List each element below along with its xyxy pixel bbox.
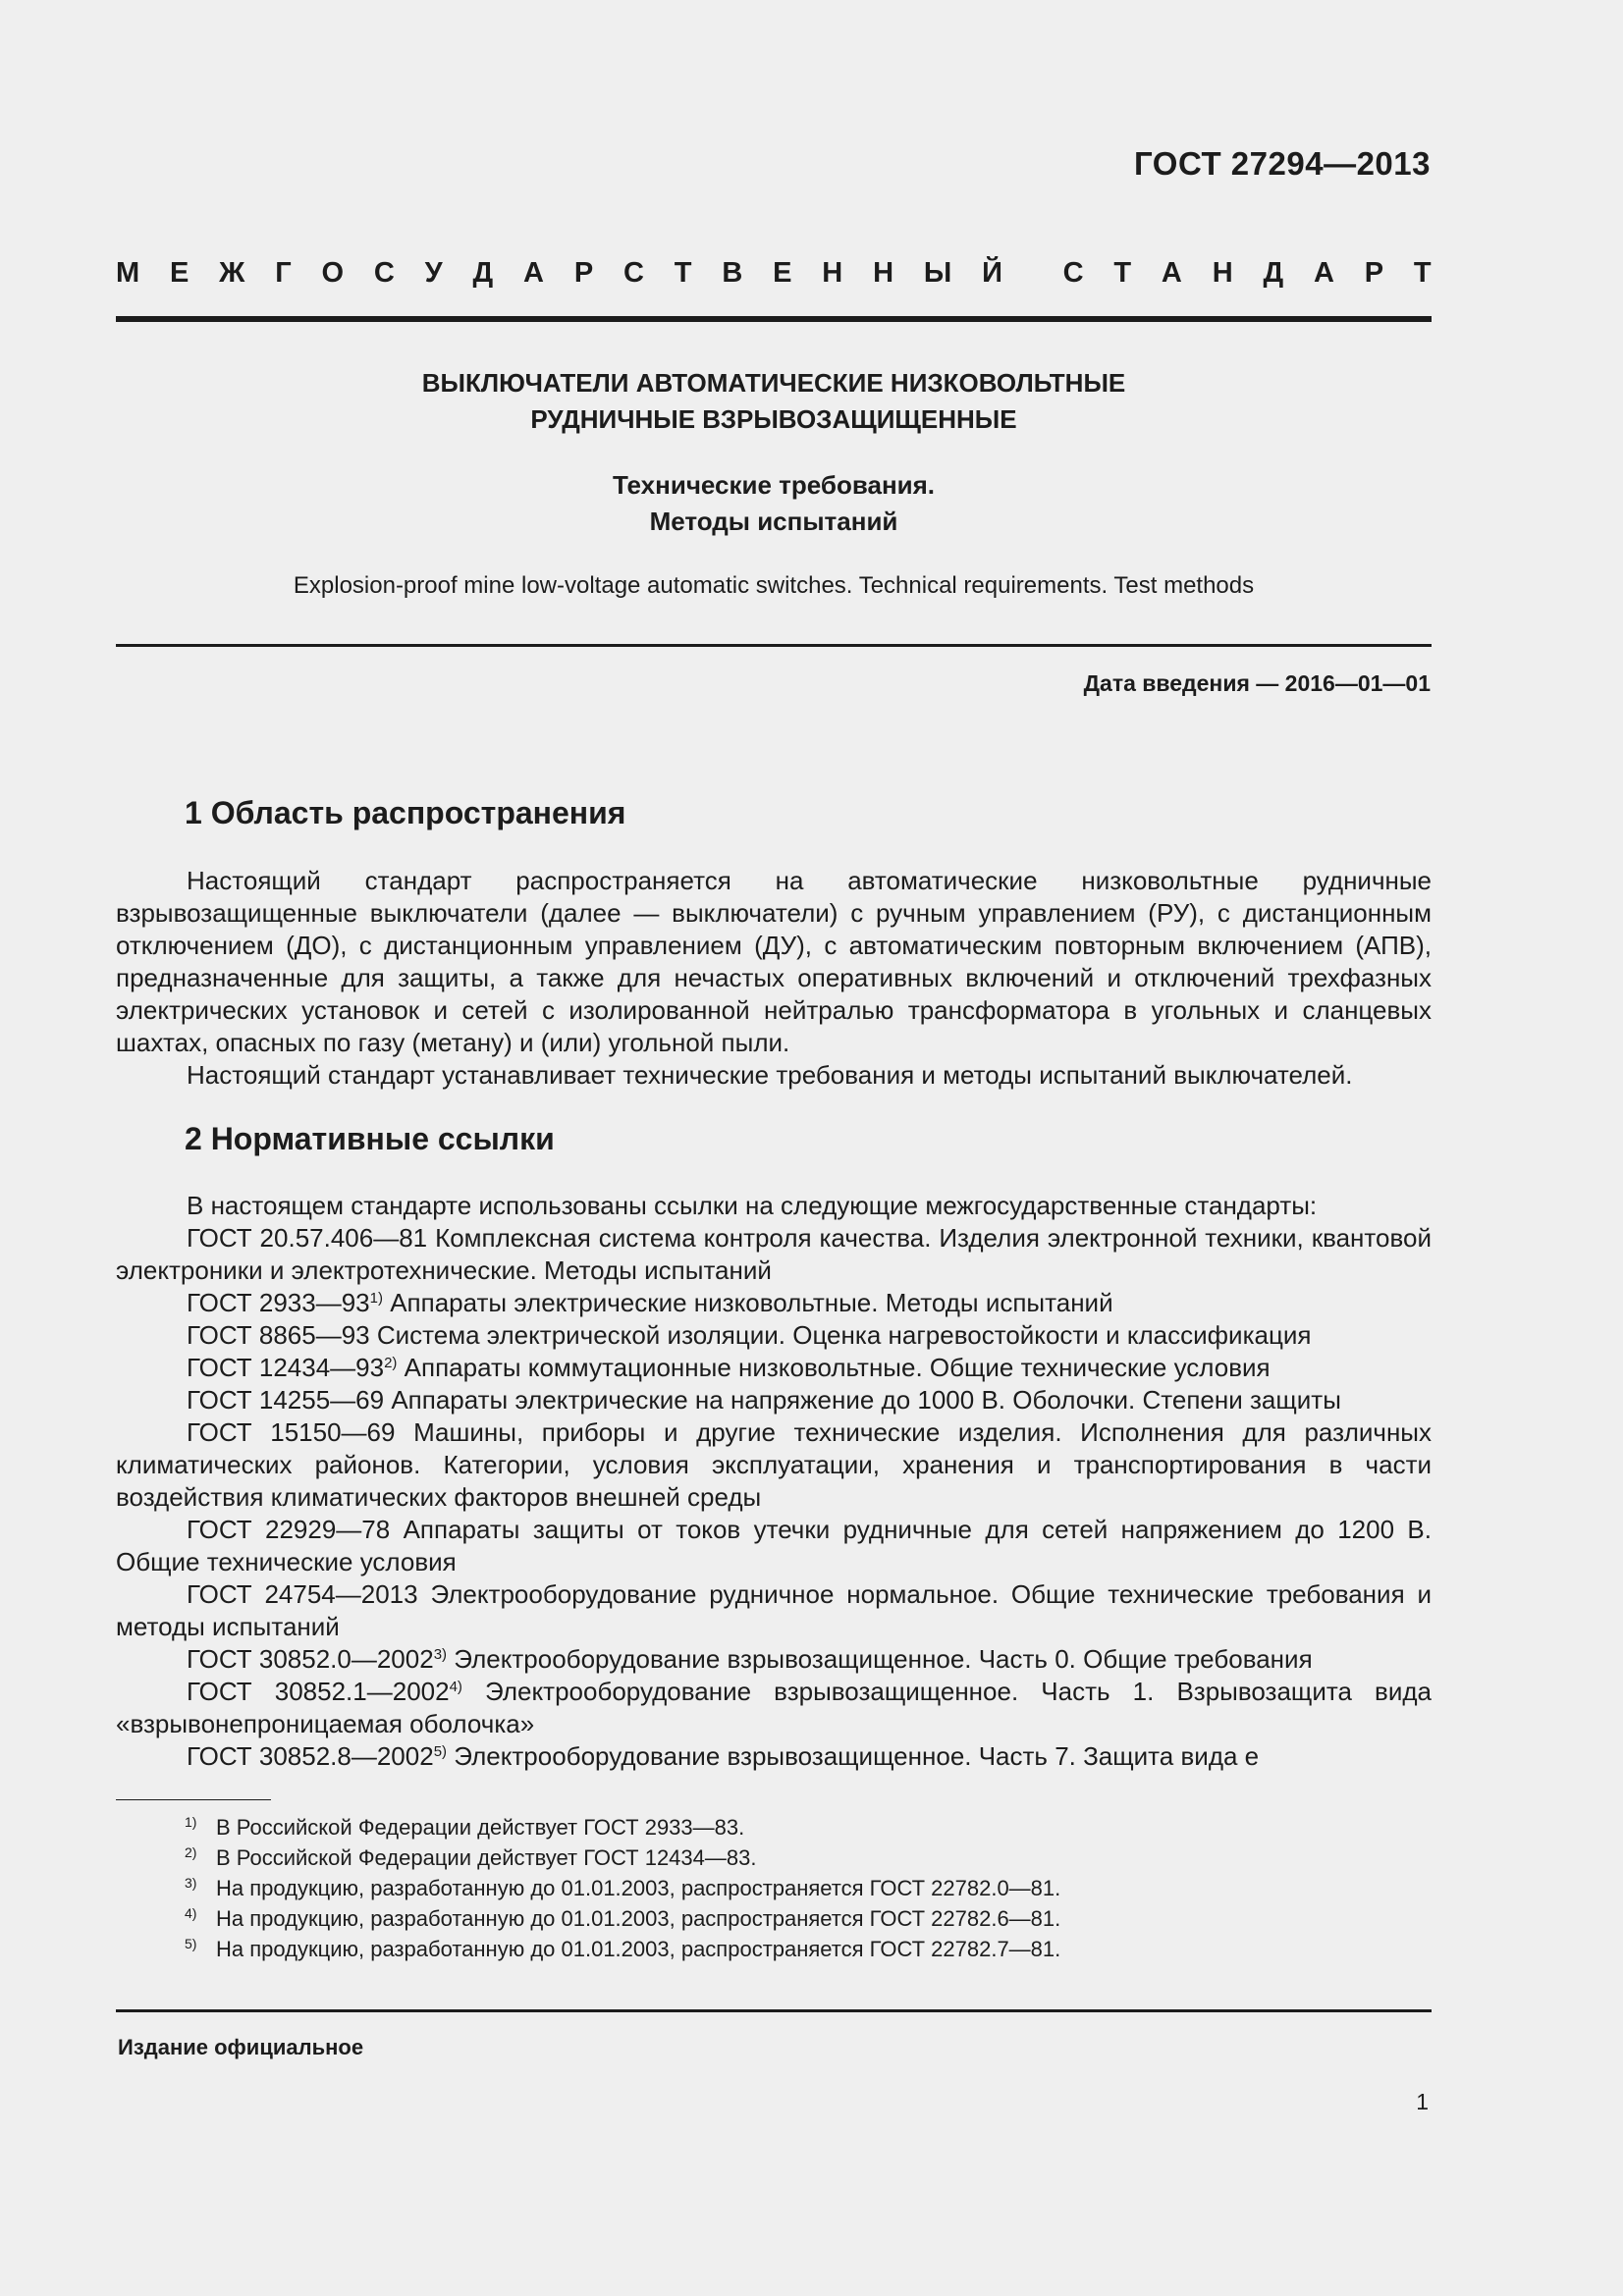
footnote-text: В Российской Федерации действует ГОСТ 12434—83. xyxy=(216,1845,757,1870)
reference-item xyxy=(116,1319,1432,1352)
standard-type-heading xyxy=(116,257,1432,290)
subtitle-line-2: Методы испытаний xyxy=(649,507,898,536)
footer-divider xyxy=(116,2009,1432,2012)
standard-type-letter: А xyxy=(1161,257,1182,289)
intro-date: Дата введения — 2016—01—01 xyxy=(1083,670,1431,696)
reference-title: Комплексная система контроля качества. Изделия электронной техники, квантовой электроники и электротехнические. Методы испытаний xyxy=(116,1223,1432,1285)
footnote-marker: 1) xyxy=(369,1290,383,1307)
standard-type-letter: Т xyxy=(1113,257,1132,289)
document-title xyxy=(116,365,1432,438)
standard-type-letter: Т xyxy=(674,257,692,289)
reference-item xyxy=(116,1643,1432,1676)
footnote-mark: 4) xyxy=(185,1905,197,1921)
standard-type-letter: Д xyxy=(472,257,494,289)
footnote-marker: 4) xyxy=(449,1679,462,1695)
standard-type-letter: Ы xyxy=(923,257,952,289)
reference-item xyxy=(116,1287,1432,1319)
standard-type-letter: Ж xyxy=(219,257,245,289)
footnote xyxy=(185,1812,1060,1842)
standard-type-letter: А xyxy=(523,257,544,289)
footnote xyxy=(185,1934,1060,1964)
standard-type-letter: А xyxy=(1313,257,1334,289)
standard-type-letter: О xyxy=(321,257,345,289)
footnote-marker: 2) xyxy=(384,1355,398,1371)
standard-type-letter: Н xyxy=(1212,257,1233,289)
reference-title: Электрооборудование взрывозащищенное. Часть 1. Взрывозащита вида «взрывонепроницаемая оболочка» xyxy=(116,1677,1432,1738)
footnote-mark: 5) xyxy=(185,1936,197,1951)
reference-code: ГОСТ 14255—69 xyxy=(187,1385,385,1415)
footnote-text: На продукцию, разработанную до 01.01.2003, распространяется ГОСТ 22782.6—81. xyxy=(216,1906,1061,1931)
title-line-2: РУДНИЧНЫЕ ВЗРЫВОЗАЩИЩЕННЫЕ xyxy=(530,404,1017,434)
subtitle-line-1: Технические требования. xyxy=(612,470,936,500)
section-1-body xyxy=(116,865,1432,1092)
reference-item xyxy=(116,1676,1432,1740)
footnote-divider xyxy=(116,1799,271,1800)
reference-title: Система электрической изоляции. Оценка нагревостойкости и классификация xyxy=(376,1320,1312,1350)
document-subtitle xyxy=(116,467,1432,540)
reference-title: Машины, приборы и другие технические изделия. Исполнения для различных климатических районов. Категории, условия эксплуатации, хранения и транспортирования в части воздействия климатических факторов внешней среды xyxy=(116,1417,1432,1512)
reference-item xyxy=(116,1578,1432,1643)
edition-label: Издание официальное xyxy=(118,2035,364,2059)
reference-item xyxy=(116,1514,1432,1578)
standard-type-letter: Е xyxy=(773,257,792,289)
reference-code: ГОСТ 30852.8—2002 xyxy=(187,1741,434,1771)
standard-type-letter: Н xyxy=(822,257,843,289)
section-1-paragraph-2: Настоящий стандарт устанавливает технические требования и методы испытаний выключателей. xyxy=(187,1060,1353,1090)
standard-type-letter: Р xyxy=(1364,257,1384,289)
standard-type-letter: У xyxy=(424,257,443,289)
reference-title: Электрооборудование взрывозащищенное. Часть 0. Общие требования xyxy=(454,1644,1313,1674)
reference-code: ГОСТ 8865—93 xyxy=(187,1320,370,1350)
section-1-paragraph-1: Настоящий стандарт распространяется на автоматические низковольтные рудничные взрывозащищенные выключатели (далее — выключатели) с ручным управлением (РУ), с дистанционным отключением (ДО), с дистанционным управлением (ДУ), с автоматическим повторным включением (АПВ), предназначенные для защиты, а также для нечастых оперативных включений и отключений трехфазных электрических установок и сетей с изолированной нейтралью трансформатора в угольных и сланцевых шахтах, опасных по газу (метану) и (или) угольной пыли. xyxy=(116,866,1432,1057)
reference-title: Аппараты коммутационные низковольтные. Общие технические условия xyxy=(404,1353,1271,1382)
section-2-body xyxy=(116,1190,1432,1773)
reference-code: ГОСТ 12434—93 xyxy=(187,1353,385,1382)
section-2-heading: 2 Нормативные ссылки xyxy=(185,1121,555,1156)
reference-code: ГОСТ 2933—93 xyxy=(187,1288,370,1317)
footnote xyxy=(185,1873,1060,1903)
section-2-intro: В настоящем стандарте использованы ссылки на следующие межгосударственные стандарты: xyxy=(187,1191,1318,1220)
standard-type-letter: Р xyxy=(573,257,594,289)
reference-item xyxy=(116,1416,1432,1514)
footnote-mark: 3) xyxy=(185,1875,197,1891)
standard-type-letter: М xyxy=(116,257,140,289)
reference-title: Аппараты электрические на напряжение до 1000 В. Оболочки. Степени защиты xyxy=(391,1385,1341,1415)
reference-code: ГОСТ 30852.0—2002 xyxy=(187,1644,434,1674)
standard-type-letter: Е xyxy=(170,257,189,289)
footnote-text: На продукцию, разработанную до 01.01.2003, распространяется ГОСТ 22782.0—81. xyxy=(216,1876,1061,1900)
footnote-mark: 2) xyxy=(185,1844,197,1860)
standard-type-letter: В xyxy=(722,257,743,289)
standard-type-letter: Д xyxy=(1263,257,1284,289)
standard-type-letter: Г xyxy=(275,257,292,289)
reference-item xyxy=(116,1740,1432,1773)
footnote xyxy=(185,1903,1060,1934)
english-title: Explosion-proof mine low-voltage automatic switches. Technical requirements. Test methods xyxy=(293,572,1255,599)
reference-title: Аппараты защиты от токов утечки рудничные для сетей напряжением до 1200 В. Общие технические условия xyxy=(116,1515,1432,1576)
reference-item xyxy=(116,1352,1432,1384)
standard-type-letter: С xyxy=(623,257,644,289)
standard-type-letter: Н xyxy=(873,257,894,289)
reference-code: ГОСТ 15150—69 xyxy=(187,1417,396,1447)
reference-code: ГОСТ 24754—2013 xyxy=(187,1579,418,1609)
footnote-marker: 3) xyxy=(433,1646,448,1663)
title-divider xyxy=(116,644,1432,647)
footnotes xyxy=(185,1812,1060,1964)
footnote xyxy=(185,1842,1060,1873)
reference-code: ГОСТ 22929—78 xyxy=(187,1515,391,1544)
standard-type-letter: С xyxy=(373,257,395,289)
reference-title: Электрооборудование взрывозащищенное. Часть 7. Защита вида е xyxy=(454,1741,1260,1771)
standard-type-letter: Й xyxy=(982,257,1002,289)
footnote-mark: 1) xyxy=(185,1814,197,1830)
reference-item xyxy=(116,1384,1432,1416)
header-divider xyxy=(116,316,1432,322)
title-line-1: ВЫКЛЮЧАТЕЛИ АВТОМАТИЧЕСКИЕ НИЗКОВОЛЬТНЫЕ xyxy=(421,368,1126,398)
footnote-text: В Российской Федерации действует ГОСТ 2933—83. xyxy=(216,1815,745,1840)
footnote-text: На продукцию, разработанную до 01.01.2003, распространяется ГОСТ 22782.7—81. xyxy=(216,1937,1061,1961)
reference-code: ГОСТ 20.57.406—81 xyxy=(187,1223,428,1253)
gost-number: ГОСТ 27294—2013 xyxy=(1134,145,1431,182)
standard-type-letter: С xyxy=(1062,257,1084,289)
page-number: 1 xyxy=(1416,2089,1429,2114)
section-1-heading: 1 Область распространения xyxy=(185,795,626,830)
footnote-marker: 5) xyxy=(433,1743,448,1760)
reference-item xyxy=(116,1222,1432,1287)
standard-type-letter: Т xyxy=(1413,257,1432,289)
reference-code: ГОСТ 30852.1—2002 xyxy=(187,1677,450,1706)
reference-title: Аппараты электрические низковольтные. Методы испытаний xyxy=(390,1288,1113,1317)
reference-title: Электрооборудование рудничное нормальное. Общие технические требования и методы испытаний xyxy=(116,1579,1432,1641)
